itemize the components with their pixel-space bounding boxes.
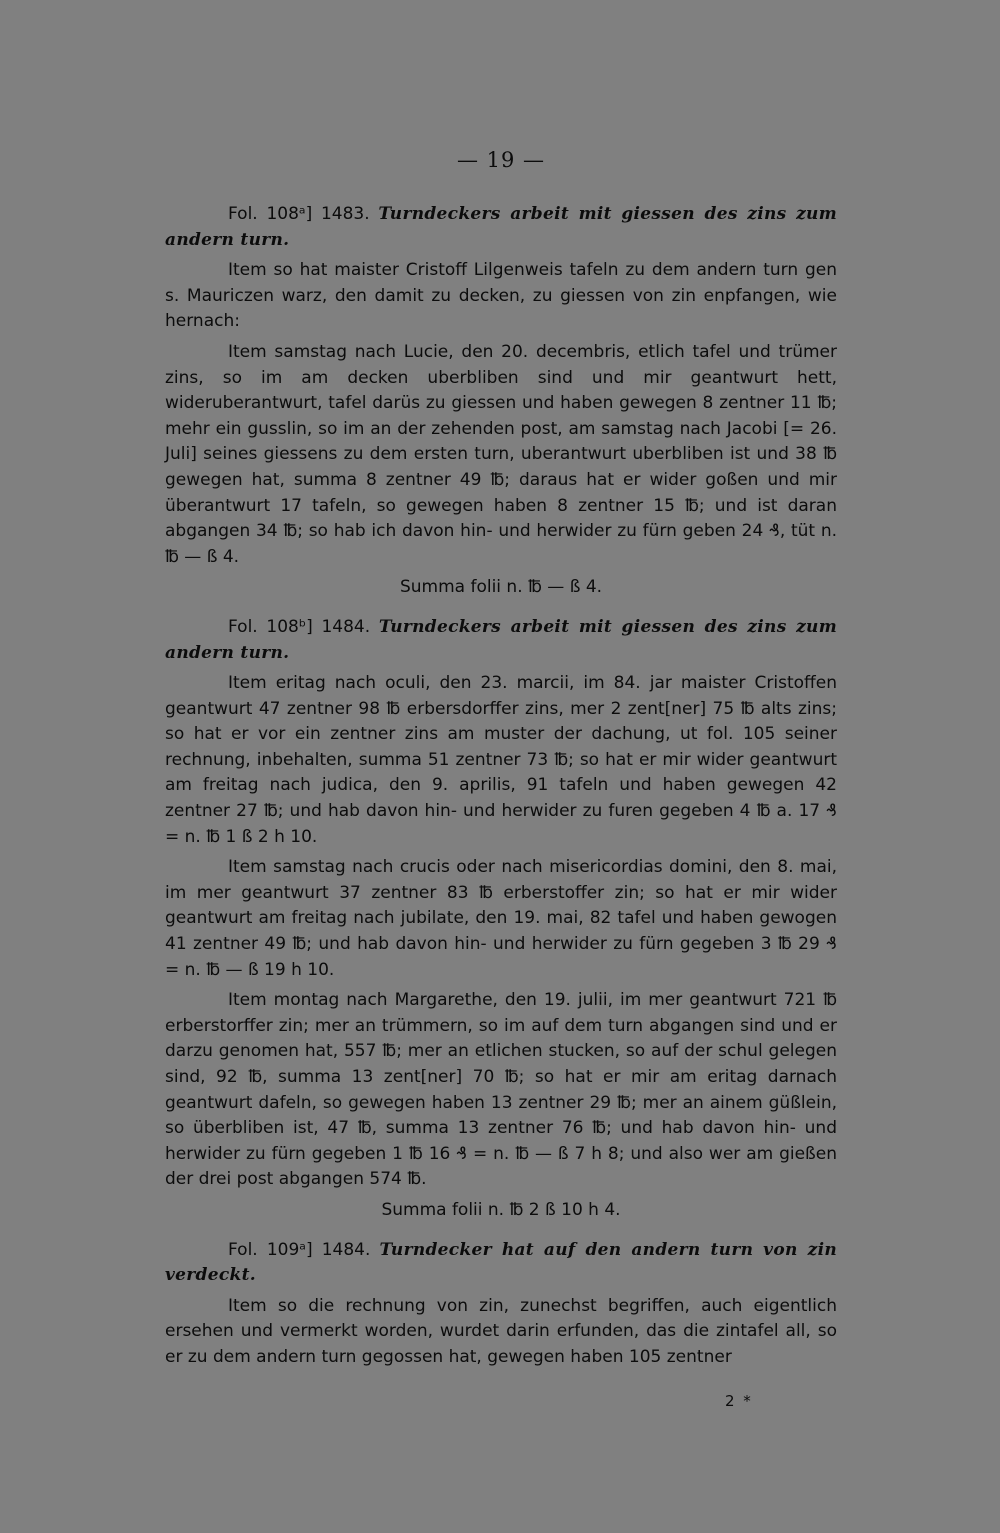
paragraph: Item montag nach Margarethe, den 19. julii, im mer geantwurt 721 ℔ erberstorffer zin; mer an trümmern, so im auf dem turn abgangen sind und er darzu genomen hat, 557 ℔; mer an etlichen stucken, so auf der schul gelegen sind, 92 ℔, summa 13 zent[ner] 70 ℔; so hat er mir am eritag darnach geantwurt dafeln, so gewegen haben 13 zentner 29 ℔; mer an ainem güßlein, so überbliben ist, 47 ℔, summa 13 zentner 76 ℔; und hab davon hin- und herwider zu fürn gegeben 1 ℔ 16 ₰ = n. ℔ — ß 7 h 8; und also wer am gießen der drei post abgangen 574 ℔. [165, 990, 837, 1190]
paragraph: Item samstag nach crucis oder nach misericordias domini, den 8. mai, im mer geantwurt 37 zentner 83 ℔ erberstoffer zin; so hat er mir wider geantwurt am freitag nach jubilate, den 19. mai, 82 tafel und haben gewogen 41 zentner 49 ℔; und hab davon hin- und herwider zu fürn gegeben 3 ℔ 29 ₰ = n. ℔ — ß 19 h 10. [165, 857, 837, 980]
page-body [165, 202, 837, 1371]
folio-heading [165, 1238, 837, 1289]
folio-sum: Summa folii n. ℔ — ß 4. [399, 577, 603, 598]
folio-heading [165, 202, 837, 253]
folio-reference: Fol. 109ᵃ] 1484. [228, 1239, 380, 1260]
folio-sum: Summa folii n. ℔ 2 ß 10 h 4. [381, 1199, 621, 1220]
paragraph: Item eritag nach oculi, den 23. marcii, im 84. jar maister Cristoffen geantwurt 47 zentner 98 ℔ erbersdorffer zins, mer 2 zent[ner] 75 ℔ alts zins; so hat er vor ein zentner zins am muster der dachung, ut fol. 105 seiner rechnung, inbehalten, summa 51 zentner 73 ℔; so hat er mir wider geantwurt am freitag nach judica, den 9. aprilis, 91 tafeln und haben gewegen 42 zentner 27 ℔; und hab davon hin- und herwider zu furen gegeben 4 ℔ a. 17 ₰ = n. ℔ 1 ß 2 h 10. [165, 673, 837, 847]
folio-reference: Fol. 108ᵃ] 1483. [228, 204, 379, 224]
paragraph: Item so die rechnung von zin, zunechst begriffen, auch eigentlich ersehen und vermerkt worden, wurdet darin erfunden, das die zintafel all, so er zu dem andern turn gegossen hat, gewegen haben 105 zentner [165, 1295, 837, 1367]
folio-title: Turndeckers arbeit mit giessen des zins zum andern turn. [165, 616, 837, 663]
folio-title: Turndeckers arbeit mit giessen des zins zum andern turn. [165, 204, 837, 250]
folio-reference: Fol. 108ᵇ] 1484. [228, 616, 379, 637]
paragraph: Item samstag nach Lucie, den 20. decembris, etlich tafel und trümer zins, so im am decken uberbliben sind und mir geantwurt hett, wideruberantwurt, tafel darüs zu giessen und haben gewegen 8 zentner 11 ℔; mehr ein gusslin, so im an der zehenden post, am samstag nach Jacobi [= 26. Juli] seines giessens zu dem ersten turn, uberantwurt uberbliben ist und 38 ℔ gewegen hat, summa 8 zentner 49 ℔; daraus hat er wider goßen und mir überantwurt 17 tafeln, so gewegen haben 8 zentner 15 ℔; und ist daran abgangen 34 ℔; so hab ich davon hin- und herwider zu fürn geben 24 ₰, tüt n. ℔ — ß 4. [165, 341, 837, 567]
folio-title: Turndecker hat auf den andern turn von zin verdeckt. [165, 1239, 837, 1286]
folio-heading [165, 615, 837, 666]
page-number: — 19 — [456, 148, 546, 172]
paragraph: Item so hat maister Cristoff Lilgenweis tafeln zu dem andern turn gen s. Mauriczen warz, den damit zu decken, zu giessen von zin enpfangen, wie hernach: [165, 260, 837, 332]
signature-mark: 2 * [725, 1392, 753, 1410]
